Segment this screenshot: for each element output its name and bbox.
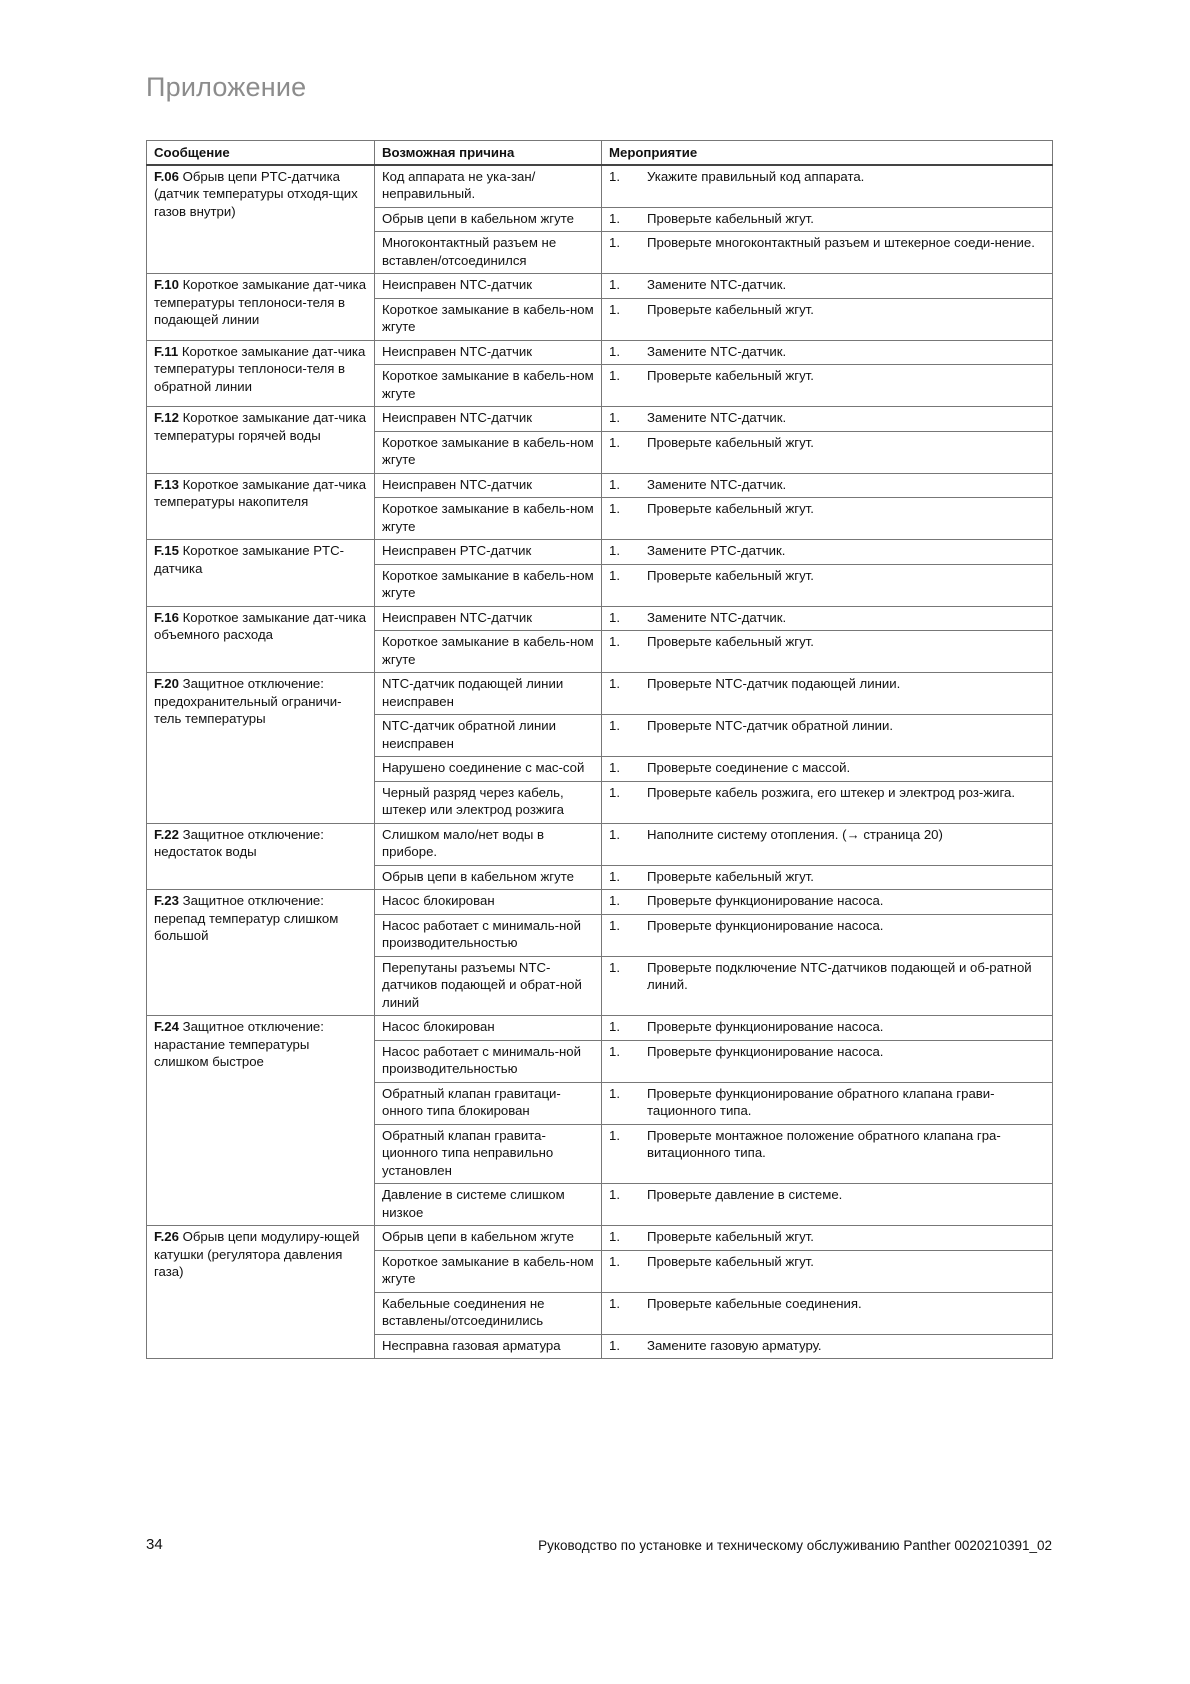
- cause-cell: Насос работает с минималь-ной производительностью: [375, 914, 602, 956]
- error-description: Короткое замыкание PTC-датчика: [154, 543, 345, 576]
- action-cell: [602, 673, 1053, 715]
- cause-cell: Короткое замыкание в кабель-ном жгуте: [375, 1250, 602, 1292]
- error-message-cell: [147, 165, 375, 274]
- action-cell: [602, 914, 1053, 956]
- action-text: Проверьте кабельный жгут.: [647, 868, 814, 884]
- action-step-number: 1.: [609, 1043, 620, 1059]
- column-header-message: Сообщение: [147, 141, 375, 165]
- table-header-row: [147, 141, 1053, 165]
- action-cell: [602, 757, 1053, 782]
- action-step-number: 1.: [609, 476, 620, 492]
- cause-cell: Короткое замыкание в кабель-ном жгуте: [375, 631, 602, 673]
- error-message-cell: [147, 407, 375, 474]
- error-code: F.11: [154, 343, 179, 359]
- cause-cell: Короткое замыкание в кабель-ном жгуте: [375, 298, 602, 340]
- action-cell: [602, 340, 1053, 365]
- cause-cell: Неисправен NTC-датчик: [375, 407, 602, 432]
- action-text: Укажите правильный код аппарата.: [647, 168, 865, 184]
- action-step-number: 1.: [609, 210, 620, 226]
- action-step-number: 1.: [609, 1085, 620, 1101]
- action-cell: [602, 715, 1053, 757]
- column-header-action: Мероприятие: [602, 141, 1053, 165]
- action-step-number: 1.: [609, 168, 620, 184]
- table-row: [147, 340, 1053, 365]
- cause-cell: Черный разряд через кабель, штекер или электрод розжига: [375, 781, 602, 823]
- cause-cell: Кабельные соединения не вставлены/отсоединились: [375, 1292, 602, 1334]
- cause-cell: Обрыв цепи в кабельном жгуте: [375, 1226, 602, 1251]
- action-cell: [602, 1082, 1053, 1124]
- error-description: Короткое замыкание дат-чика температуры теплоноси-теля в подающей линии: [154, 277, 367, 327]
- action-cell: [602, 606, 1053, 631]
- action-text: Проверьте соединение с массой.: [647, 760, 851, 775]
- action-cell: [602, 865, 1053, 890]
- action-text: Проверьте кабельный жгут.: [647, 1253, 814, 1269]
- action-cell: [602, 274, 1053, 299]
- action-text: Проверьте функционирование насоса.: [647, 1043, 884, 1059]
- cause-cell: Короткое замыкание в кабель-ном жгуте: [375, 498, 602, 540]
- action-step-number: 1.: [609, 917, 620, 933]
- cause-cell: Неисправен NTC-датчик: [375, 340, 602, 365]
- cause-cell: Неисправен NTC-датчик: [375, 473, 602, 498]
- error-code: F.10: [154, 277, 179, 292]
- action-text: Проверьте кабельный жгут.: [647, 210, 814, 226]
- error-description: Короткое замыкание дат-чика объемного расхода: [154, 609, 367, 642]
- error-code: F.16: [154, 609, 179, 625]
- action-cell: [602, 823, 1053, 865]
- error-code: F.06: [154, 168, 179, 184]
- cause-cell: NTC-датчик подающей линии неисправен: [375, 673, 602, 715]
- cause-cell: Давление в системе слишком низкое: [375, 1184, 602, 1226]
- action-step-number: 1.: [609, 868, 620, 884]
- action-cell: [602, 298, 1053, 340]
- error-message-cell: [147, 540, 375, 607]
- error-code: F.23: [154, 893, 179, 908]
- action-cell: [602, 1250, 1053, 1292]
- error-description: Короткое замыкание дат-чика температуры горячей воды: [154, 410, 367, 443]
- cause-cell: Обрыв цепи в кабельном жгуте: [375, 865, 602, 890]
- action-cell: [602, 473, 1053, 498]
- error-description: Короткое замыкание дат-чика температуры накопителя: [154, 476, 367, 509]
- table-row: [147, 1226, 1053, 1251]
- document-title: Руководство по установке и техническому обслуживанию Panther 0020210391_02: [538, 1538, 1052, 1553]
- error-message-cell: [147, 606, 375, 673]
- action-cell: [602, 165, 1053, 208]
- action-text: Проверьте кабельный жгут.: [647, 434, 814, 450]
- action-step-number: 1.: [609, 277, 620, 292]
- action-step-number: 1.: [609, 760, 620, 775]
- table-body: [147, 165, 1053, 1359]
- error-message-cell: [147, 1016, 375, 1226]
- cause-cell: Обратный клапан гравита-ционного типа неправильно установлен: [375, 1124, 602, 1184]
- action-text: Проверьте функционирование насоса.: [647, 893, 884, 908]
- action-text: Проверьте кабельный жгут.: [647, 634, 814, 649]
- table-row: [147, 165, 1053, 208]
- error-code: F.12: [154, 410, 179, 425]
- error-description: Защитное отключение: предохранительный ограничи-тель температуры: [154, 676, 342, 726]
- action-cell: [602, 407, 1053, 432]
- action-text: Замените NTC-датчик.: [647, 277, 787, 292]
- action-text: Проверьте функционирование обратного клапана грави-тационного типа.: [647, 1085, 995, 1118]
- action-text: Проверьте монтажное положение обратного клапана гра-витационного типа.: [647, 1127, 1001, 1160]
- page-number: 34: [146, 1536, 163, 1553]
- action-cell: [602, 431, 1053, 473]
- error-description: Защитное отключение: недостаток воды: [154, 826, 324, 859]
- action-cell: [602, 1334, 1053, 1359]
- action-text: Проверьте NTC-датчик подающей линии.: [647, 676, 901, 691]
- action-step-number: 1.: [609, 1253, 620, 1269]
- action-cell: [602, 540, 1053, 565]
- action-step-number: 1.: [609, 826, 620, 842]
- error-message-cell: [147, 340, 375, 407]
- action-text: Проверьте подключение NTC-датчиков подающей и об-ратной линий.: [647, 959, 1032, 992]
- action-step-number: 1.: [609, 634, 620, 649]
- cause-cell: Нарушено соединение с мас-сой: [375, 757, 602, 782]
- action-text: Замените PTC-датчик.: [647, 543, 786, 558]
- action-text: Проверьте функционирование насоса.: [647, 1019, 884, 1034]
- table-row: [147, 540, 1053, 565]
- action-step-number: 1.: [609, 410, 620, 425]
- error-description: Короткое замыкание дат-чика температуры теплоноси-теля в обратной линии: [154, 343, 366, 394]
- action-step-number: 1.: [609, 1337, 620, 1353]
- error-code: F.24: [154, 1019, 179, 1034]
- cause-cell: Неисправен PTC-датчик: [375, 540, 602, 565]
- cause-cell: Короткое замыкание в кабель-ном жгуте: [375, 431, 602, 473]
- action-step-number: 1.: [609, 543, 620, 558]
- action-cell: [602, 365, 1053, 407]
- error-message-cell: [147, 274, 375, 341]
- cause-cell: Неисправен NTC-датчик: [375, 274, 602, 299]
- action-text: Проверьте NTC-датчик обратной линии.: [647, 718, 894, 733]
- action-cell: [602, 1016, 1053, 1041]
- action-step-number: 1.: [609, 959, 620, 975]
- action-text: Проверьте кабельные соединения.: [647, 1295, 862, 1311]
- action-cell: [602, 890, 1053, 915]
- action-cell: [602, 956, 1053, 1016]
- cause-cell: Код аппарата не ука-зан/неправильный.: [375, 165, 602, 208]
- cause-cell: Несправна газовая арматура: [375, 1334, 602, 1359]
- error-code: F.13: [154, 476, 179, 492]
- table-row: [147, 407, 1053, 432]
- cause-cell: Неисправен NTC-датчик: [375, 606, 602, 631]
- section-title: Приложение: [146, 72, 307, 102]
- action-text: Замените NTC-датчик.: [647, 343, 787, 359]
- action-text: Замените NTC-датчик.: [647, 476, 787, 492]
- cause-cell: Насос блокирован: [375, 890, 602, 915]
- table-row: [147, 823, 1053, 865]
- action-text: Проверьте давление в системе.: [647, 1187, 843, 1202]
- action-step-number: 1.: [609, 343, 620, 359]
- table-row: [147, 274, 1053, 299]
- cause-cell: Обрыв цепи в кабельном жгуте: [375, 207, 602, 232]
- table-row: [147, 890, 1053, 915]
- action-cell: [602, 631, 1053, 673]
- action-text: Проверьте кабельный жгут.: [647, 1229, 814, 1244]
- table-row: [147, 606, 1053, 631]
- cause-cell: Насос работает с минималь-ной производительностью: [375, 1040, 602, 1082]
- action-step-number: 1.: [609, 718, 620, 733]
- action-step-number: 1.: [609, 1229, 620, 1244]
- error-message-cell: [147, 473, 375, 540]
- cause-cell: Короткое замыкание в кабель-ном жгуте: [375, 564, 602, 606]
- error-description: Обрыв цепи модулиру-ющей катушки (регулятора давления газа): [154, 1229, 360, 1279]
- error-description: Обрыв цепи PTC-датчика (датчик температуры отходя-щих газов внутри): [154, 168, 358, 219]
- action-step-number: 1.: [609, 434, 620, 450]
- action-cell: [602, 207, 1053, 232]
- table-row: [147, 473, 1053, 498]
- error-description: Защитное отключение: перепад температур слишком большой: [154, 893, 339, 943]
- action-text: Проверьте многоконтактный разъем и штекерное соеди-нение.: [647, 235, 1035, 250]
- action-cell: [602, 1184, 1053, 1226]
- action-text: Замените NTC-датчик.: [647, 609, 787, 625]
- cause-cell: Короткое замыкание в кабель-ном жгуте: [375, 365, 602, 407]
- action-text: Наполните систему отопления. (→ страница 20): [647, 826, 943, 842]
- action-step-number: 1.: [609, 676, 620, 691]
- action-step-number: 1.: [609, 301, 620, 317]
- error-description: Защитное отключение: нарастание температуры слишком быстрое: [154, 1019, 324, 1069]
- action-text: Замените газовую арматуру.: [647, 1337, 822, 1353]
- error-message-cell: [147, 823, 375, 890]
- cause-cell: Многоконтактный разъем не вставлен/отсоединился: [375, 232, 602, 274]
- column-header-cause: Возможная причина: [375, 141, 602, 165]
- action-cell: [602, 1292, 1053, 1334]
- action-cell: [602, 232, 1053, 274]
- error-message-cell: [147, 673, 375, 824]
- action-step-number: 1.: [609, 1187, 620, 1202]
- action-step-number: 1.: [609, 893, 620, 908]
- cause-cell: Слишком мало/нет воды в приборе.: [375, 823, 602, 865]
- error-message-cell: [147, 1226, 375, 1359]
- error-code-table: [146, 140, 1053, 1359]
- action-step-number: 1.: [609, 235, 620, 250]
- action-cell: [602, 1040, 1053, 1082]
- cause-cell: Насос блокирован: [375, 1016, 602, 1041]
- action-cell: [602, 1226, 1053, 1251]
- error-code: F.15: [154, 543, 179, 558]
- action-step-number: 1.: [609, 1295, 620, 1311]
- table-row: [147, 1016, 1053, 1041]
- action-text: Проверьте кабель розжига, его штекер и электрод роз-жига.: [647, 784, 1016, 800]
- action-text: Проверьте кабельный жгут.: [647, 567, 814, 583]
- action-step-number: 1.: [609, 609, 620, 625]
- error-code: F.22: [154, 826, 179, 842]
- cause-cell: NTC-датчик обратной линии неисправен: [375, 715, 602, 757]
- action-text: Проверьте функционирование насоса.: [647, 917, 884, 933]
- action-step-number: 1.: [609, 501, 620, 516]
- error-message-cell: [147, 890, 375, 1016]
- action-cell: [602, 1124, 1053, 1184]
- action-text: Проверьте кабельный жгут.: [647, 301, 814, 317]
- action-cell: [602, 564, 1053, 606]
- error-code: F.20: [154, 676, 179, 691]
- action-cell: [602, 498, 1053, 540]
- error-code: F.26: [154, 1229, 179, 1244]
- action-cell: [602, 781, 1053, 823]
- action-text: Проверьте кабельный жгут.: [647, 501, 814, 516]
- action-step-number: 1.: [609, 368, 620, 383]
- action-step-number: 1.: [609, 784, 620, 800]
- action-step-number: 1.: [609, 1019, 620, 1034]
- action-step-number: 1.: [609, 567, 620, 583]
- cause-cell: Обратный клапан гравитаци-онного типа блокирован: [375, 1082, 602, 1124]
- action-step-number: 1.: [609, 1127, 620, 1143]
- action-text: Замените NTC-датчик.: [647, 410, 787, 425]
- action-text: Проверьте кабельный жгут.: [647, 368, 814, 383]
- cause-cell: Перепутаны разъемы NTC-датчиков подающей и обрат-ной линий: [375, 956, 602, 1016]
- table-row: [147, 673, 1053, 715]
